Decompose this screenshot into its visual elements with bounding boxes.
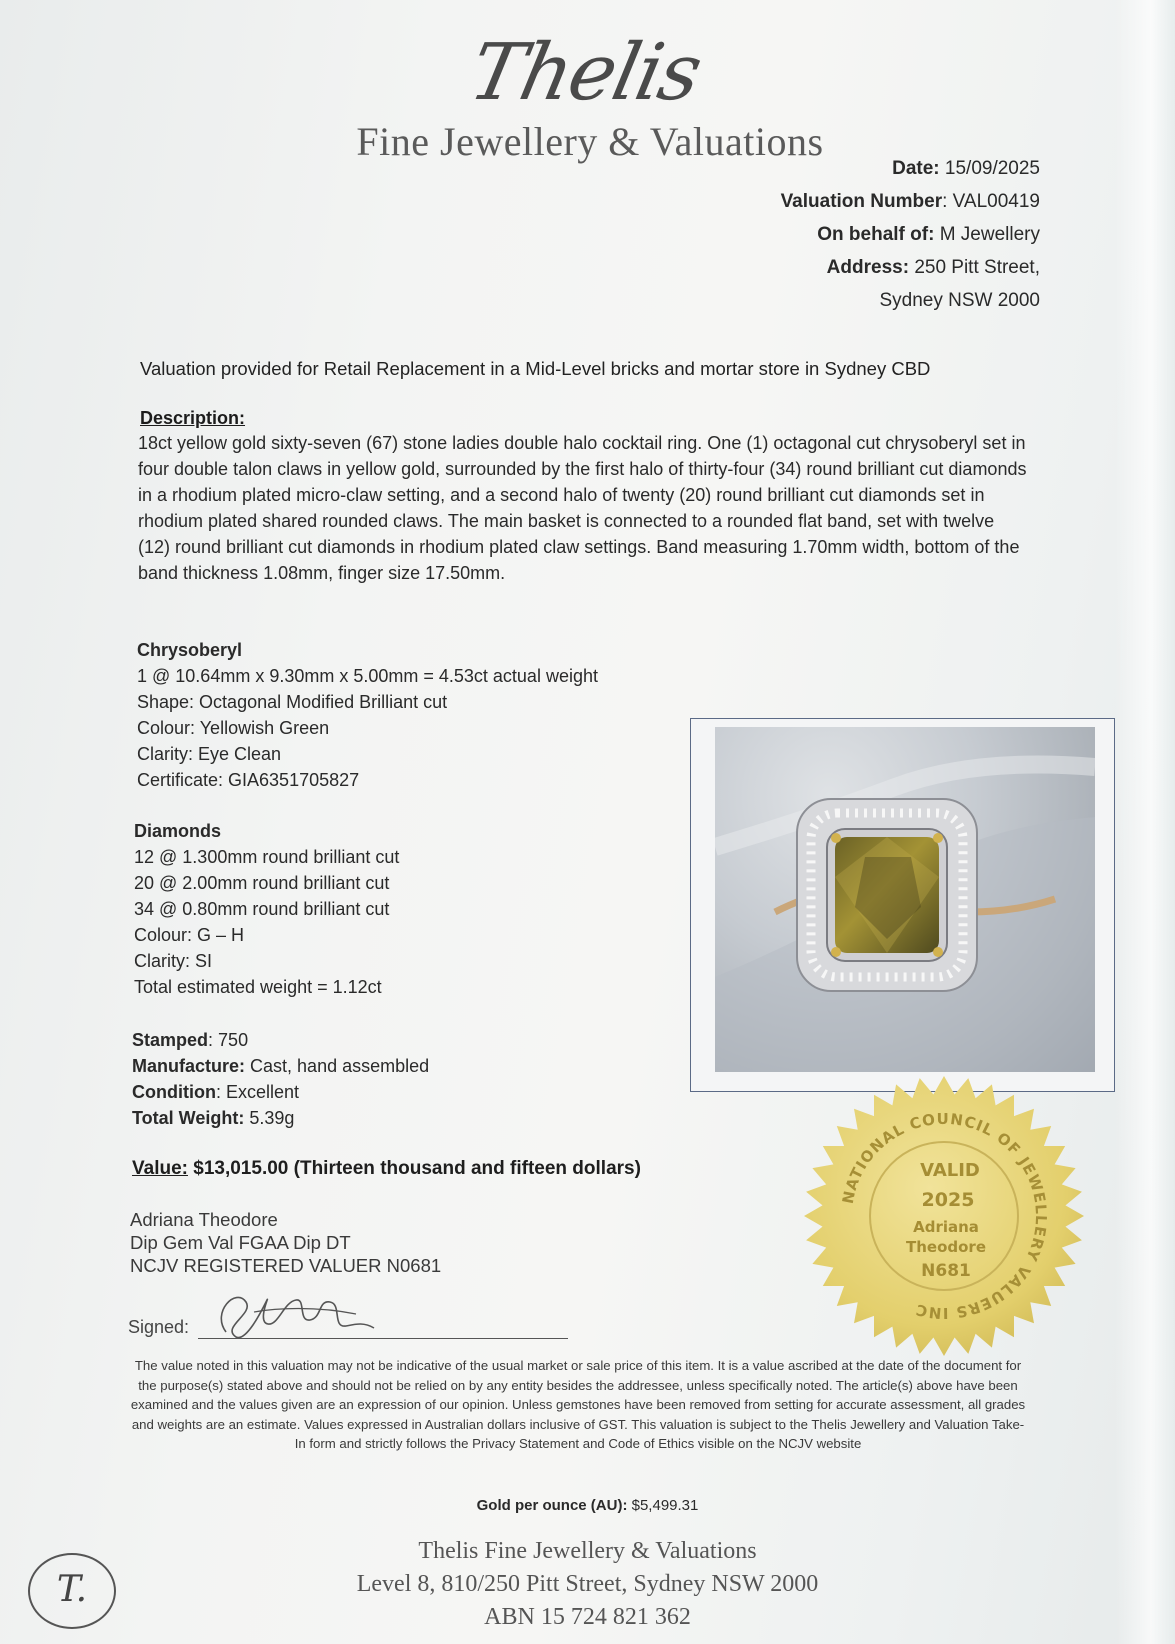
seal-name-last: Theodore — [905, 1238, 987, 1256]
diamonds-line: 12 @ 1.300mm round brilliant cut — [134, 847, 400, 867]
logo-wordmark: Thelis — [462, 28, 708, 118]
valuation-number-row: Valuation Number: VAL00419 — [780, 191, 1040, 212]
valuation-meta — [781, 152, 1040, 317]
diamonds-line: Clarity: SI — [134, 951, 213, 971]
diamonds-line: 20 @ 2.00mm round brilliant cut — [134, 873, 390, 893]
total-weight-row: Total Weight: 5.39g — [132, 1108, 295, 1128]
condition-row: Condition: Excellent — [132, 1082, 300, 1102]
diamonds-section — [134, 818, 399, 1000]
valuer-qualifications: Dip Gem Val FGAA Dip DT — [130, 1232, 351, 1253]
seal-name-first: Adriana — [913, 1218, 979, 1236]
seal-ring-text: NATIONAL COUNCIL OF JEWELLERY VALUERS INC — [838, 1109, 1051, 1323]
chrysoberyl-line: Colour: Yellowish Green — [137, 718, 330, 738]
signature-icon — [206, 1282, 376, 1342]
ring-photo-frame — [690, 718, 1115, 1092]
valuer-registration: NCJV REGISTERED VALUER N0681 — [130, 1255, 442, 1276]
description-heading: Description: — [140, 408, 246, 428]
date-row: Date: 15/09/2025 — [892, 158, 1040, 179]
signature-line — [198, 1338, 568, 1339]
chrysoberyl-section — [137, 637, 598, 793]
footer-address — [0, 1535, 1175, 1634]
diamonds-line: 34 @ 0.80mm round brilliant cut — [134, 899, 390, 919]
footer-company: Thelis Fine Jewellery & Valuations — [418, 1538, 757, 1564]
ring-photo — [715, 727, 1095, 1072]
valuation-purpose: Valuation provided for Retail Replacement in a Mid-Level bricks and mortar store in Sydney CBD — [140, 358, 931, 379]
disclaimer-text: The value noted in this valuation may not be indicative of the usual market or sale price of this item. It is a value ascribed at the date of the document for the purpose(s) stated above and should not be relied on by any entity besides the addressee, unless specifically noted. The article(s) above have been examined and the values given are an expression of our opinion. Unless gemstones have been removed from setting for accurate assessment, all grades and weights are an estimate. Values expressed in Australian dollars inclusive of GST. This valuation is subject to the Thelis Jewellery and Valuation Take-In form and strictly follows the Privacy Statement and Code of Ethics visible on the NCJV website — [130, 1358, 1026, 1451]
seal-number: N681 — [921, 1261, 971, 1281]
address-row-2: Sydney NSW 2000 — [879, 290, 1040, 311]
on-behalf-row: On behalf of: M Jewellery — [817, 224, 1040, 245]
footer-abn: ABN 15 724 821 362 — [484, 1604, 691, 1630]
stamped-row: Stamped: 750 — [132, 1030, 249, 1050]
gold-price: Gold per ounce (AU): $5,499.31 — [476, 1497, 699, 1514]
valuation-amount: Value: $13,015.00 (Thirteen thousand and fifteen dollars) — [132, 1158, 641, 1179]
chrysoberyl-line: Shape: Octagonal Modified Brilliant cut — [137, 692, 448, 712]
chrysoberyl-line: Clarity: Eye Clean — [137, 744, 282, 764]
monogram-logo: T. — [28, 1553, 116, 1629]
description-text: 18ct yellow gold sixty-seven (67) stone ladies double halo cocktail ring. One (1) octagonal cut chrysoberyl set in four double talon claws in yellow gold, surrounded by the first halo of thirty-four (34) round brilliant cut diamonds in a rhodium plated micro-claw setting, and a second halo of twenty (20) round brilliant cut diamonds set in rhodium plated shared rounded claws. The main basket is connected to a rounded flat band, set with twelve (12) round brilliant cut diamonds in rhodium plated claw settings. Band measuring 1.70mm width, bottom of the band thickness 1.08mm, finger size 17.50mm. — [138, 433, 1027, 583]
address-row: Address: 250 Pitt Street, — [826, 257, 1040, 278]
diamonds-heading: Diamonds — [134, 821, 222, 841]
chrysoberyl-line: 1 @ 10.64mm x 9.30mm x 5.00mm = 4.53ct actual weight — [137, 666, 598, 686]
manufacture-row: Manufacture: Cast, hand assembled — [132, 1056, 430, 1076]
ncjv-seal-icon — [800, 1072, 1088, 1360]
details-section — [132, 1027, 429, 1131]
seal-year: 2025 — [921, 1189, 975, 1211]
seal-valid: VALID — [920, 1160, 980, 1181]
footer-street: Level 8, 810/250 Pitt Street, Sydney NSW 2000 — [356, 1571, 819, 1597]
ring-illustration — [715, 727, 1095, 1072]
chrysoberyl-line: Certificate: GIA6351705827 — [137, 770, 360, 790]
valuer-name: Adriana Theodore — [130, 1209, 278, 1230]
diamonds-line: Total estimated weight = 1.12ct — [134, 977, 382, 997]
chrysoberyl-heading: Chrysoberyl — [137, 640, 243, 660]
diamonds-line: Colour: G – H — [134, 925, 245, 945]
signed-label: Signed: — [128, 1317, 190, 1337]
valuer-details — [130, 1208, 441, 1277]
logo-subtitle: Fine Jewellery & Valuations — [356, 119, 824, 164]
